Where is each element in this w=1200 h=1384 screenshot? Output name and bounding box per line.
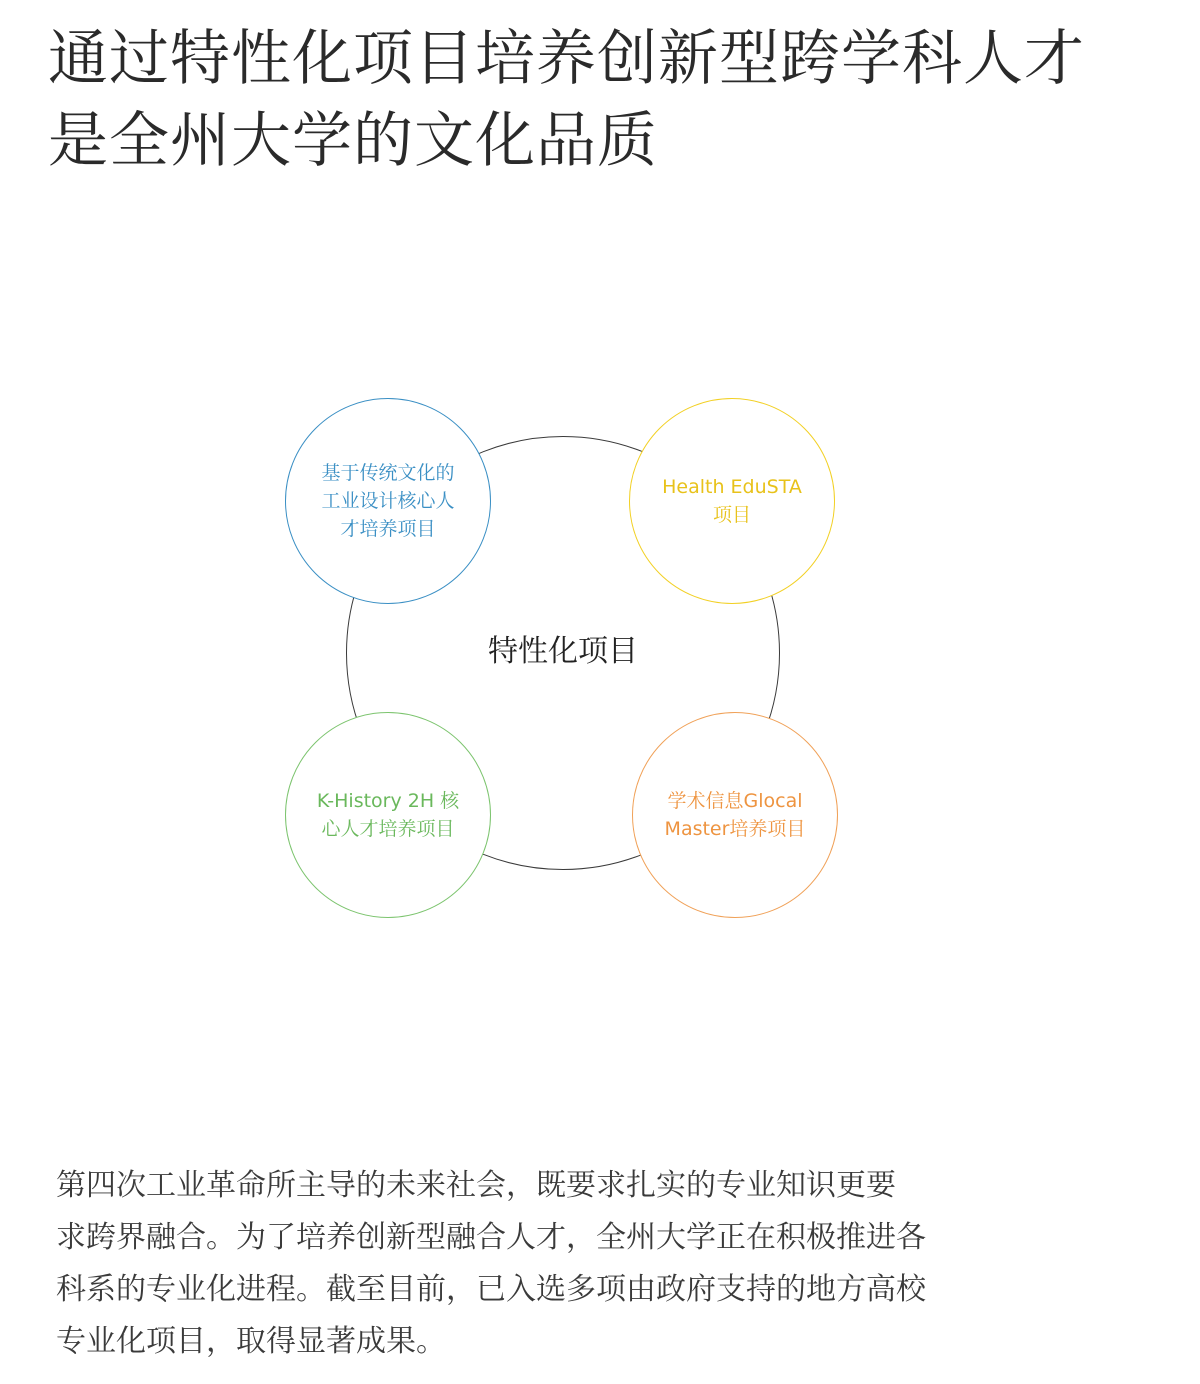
- node-line: Health EduSTA: [662, 476, 802, 498]
- node-line: 项目: [712, 504, 751, 526]
- node-line: K-History 2H 核: [316, 790, 460, 812]
- node-traditional-culture-design: [285, 398, 491, 604]
- page-title: [48, 18, 1168, 182]
- paragraph-line: 求跨界融合。为了培养创新型融合人才，全州大学正在积极推进各: [56, 1220, 926, 1255]
- paragraph-line: 第四次工业革命所主导的未来社会，既要求扎实的专业知识更要: [56, 1168, 896, 1203]
- body-paragraph: [56, 1160, 1056, 1368]
- title-line-1: 通过特性化项目培养创新型跨学科人才: [48, 24, 1085, 94]
- node-text: [303, 459, 473, 543]
- paragraph-line: 专业化项目，取得显著成果。: [56, 1324, 446, 1359]
- node-line: 心人才培养项目: [321, 818, 455, 840]
- node-health-edusta: [629, 398, 835, 604]
- center-label: 特性化项目: [488, 634, 638, 669]
- node-line: Master培养项目: [664, 818, 806, 840]
- node-line: 才培养项目: [340, 518, 436, 540]
- node-line: 工业设计核心人: [321, 490, 455, 512]
- node-text: [650, 787, 820, 843]
- node-line: 基于传统文化的: [321, 462, 455, 484]
- title-line-2: 是全州大学的文化品质: [48, 106, 658, 176]
- node-k-history: [285, 712, 491, 918]
- node-text: [647, 473, 817, 529]
- node-line: 学术信息Glocal: [667, 790, 803, 812]
- node-glocal-master: [632, 712, 838, 918]
- paragraph-line: 科系的专业化进程。截至目前，已入选多项由政府支持的地方高校: [56, 1272, 926, 1307]
- node-text: [303, 787, 473, 843]
- center-ring: [346, 436, 780, 870]
